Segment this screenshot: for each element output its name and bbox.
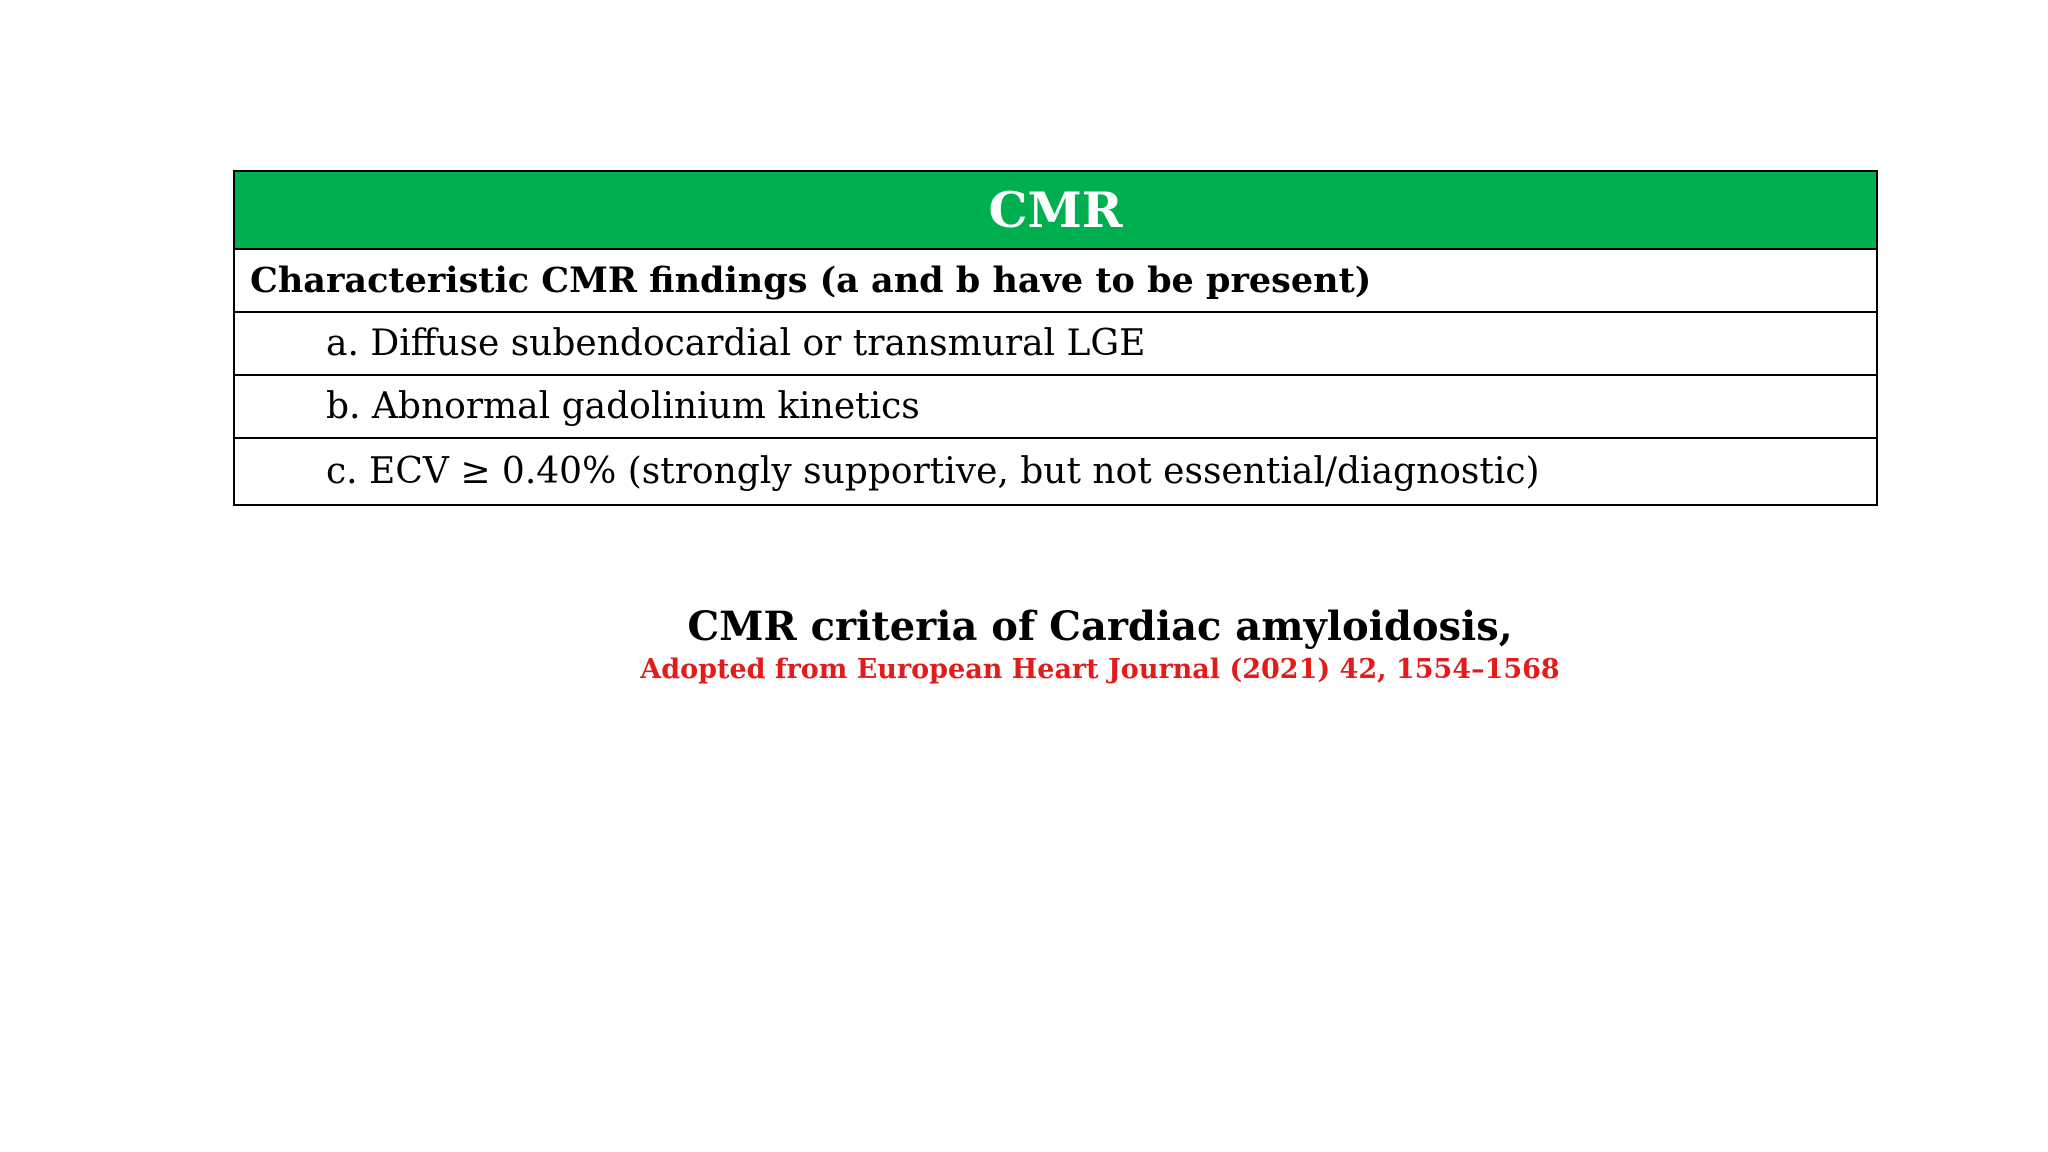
cmr-criteria-table (233, 170, 1878, 506)
caption-title: CMR criteria of Cardiac amyloidosis, (687, 603, 1513, 650)
criterion-b: b. Abnormal gadolinium kinetics (234, 375, 1877, 438)
table-header: CMR (234, 171, 1877, 249)
caption-source: Adopted from European Heart Journal (2021) 42, 1554–1568 (640, 654, 1560, 685)
table-header-row (234, 171, 1877, 249)
table-row (234, 312, 1877, 375)
criterion-a: a. Diffuse subendocardial or transmural LGE (234, 312, 1877, 375)
section-heading: Characteristic CMR findings (a and b have to be present) (234, 249, 1877, 312)
table-row (234, 249, 1877, 312)
table-row (234, 375, 1877, 438)
criterion-c: c. ECV ≥ 0.40% (strongly supportive, but not essential/diagnostic) (234, 438, 1877, 505)
table-row (234, 438, 1877, 505)
